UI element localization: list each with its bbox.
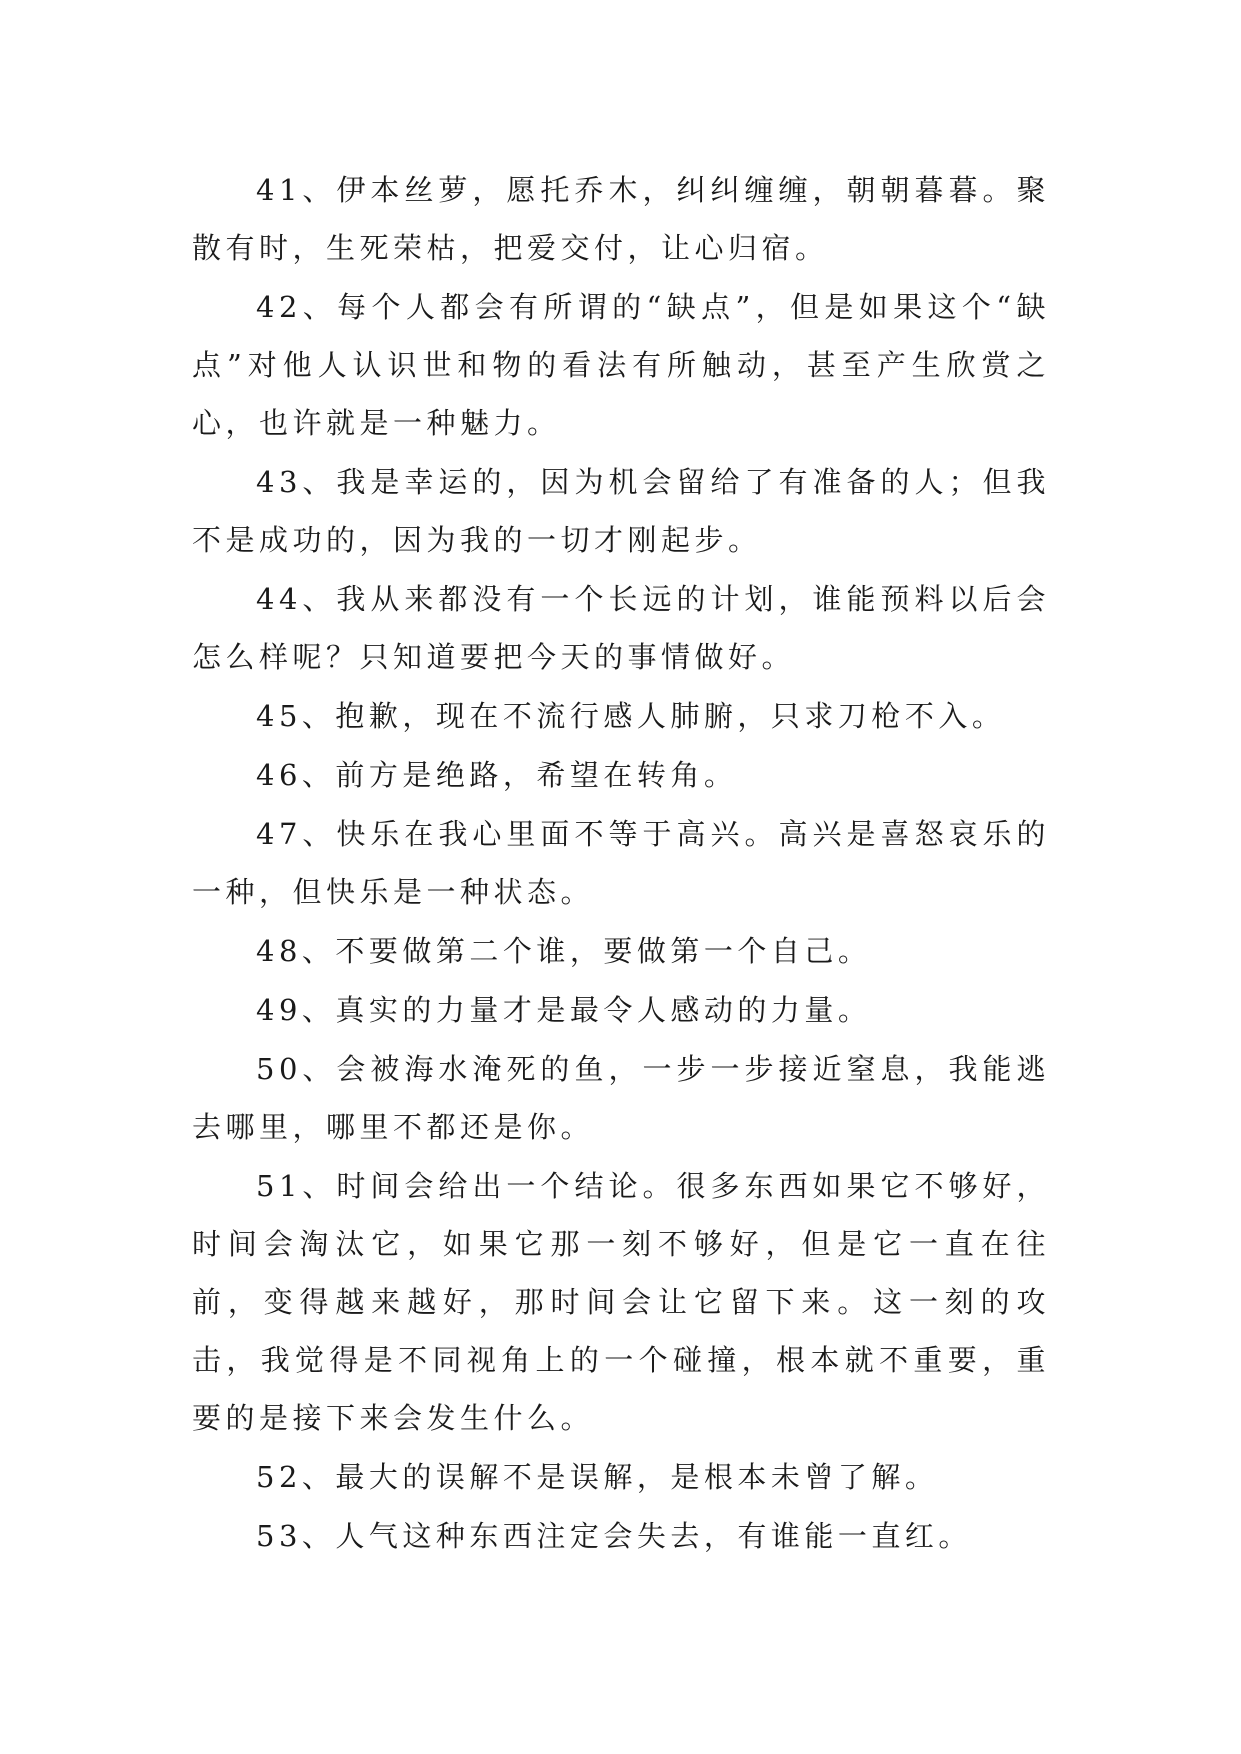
quote-paragraph-49: 49、真实的力量才是最令人感动的力量。: [256, 993, 872, 1027]
quote-paragraph-46: 46、前方是绝路，希望在转角。: [256, 758, 738, 792]
quote-paragraph-52: 52、最大的误解不是误解，是根本未曾了解。: [256, 1460, 939, 1494]
quote-paragraph-53: 53、人气这种东西注定会失去，有谁能一直红。: [256, 1519, 972, 1553]
quote-paragraph-48: 48、不要做第二个谁，要做第一个自己。: [256, 934, 872, 968]
quote-paragraph-51: 51、时间会给出一个结论。很多东西如果它不够好，时间会淘汰它，如果它那一刻不够好，但是它一直在往前，变得越来越好，那时间会让它留下来。这一刻的攻击，我觉得是不同视角上的一个碰撞，根本就不重要，重要的是接下来会发生什么。: [192, 1169, 1050, 1435]
quote-paragraph-43: 43、我是幸运的，因为机会留给了有准备的人；但我不是成功的，因为我的一切才刚起步。: [192, 465, 1050, 557]
document-body: [192, 161, 1050, 1566]
quote-paragraph-42: 42、每个人都会有所谓的“缺点”，但是如果这个“缺点”对他人认识世和物的看法有所触动，甚至产生欣赏之心，也许就是一种魅力。: [192, 290, 1050, 440]
quote-paragraph-44: 44、我从来都没有一个长远的计划，谁能预料以后会怎么样呢？只知道要把今天的事情做好。: [192, 582, 1050, 674]
quote-paragraph-50: 50、会被海水淹死的鱼，一步一步接近窒息，我能逃去哪里，哪里不都还是你。: [192, 1052, 1050, 1144]
quote-paragraph-41: 41、伊本丝萝，愿托乔木，纠纠缠缠，朝朝暮暮。聚散有时，生死荣枯，把爱交付，让心归宿。: [192, 173, 1050, 265]
quote-paragraph-45: 45、抱歉，现在不流行感人肺腑，只求刀枪不入。: [256, 699, 1006, 733]
quote-paragraph-47: 47、快乐在我心里面不等于高兴。高兴是喜怒哀乐的一种，但快乐是一种状态。: [192, 817, 1050, 909]
